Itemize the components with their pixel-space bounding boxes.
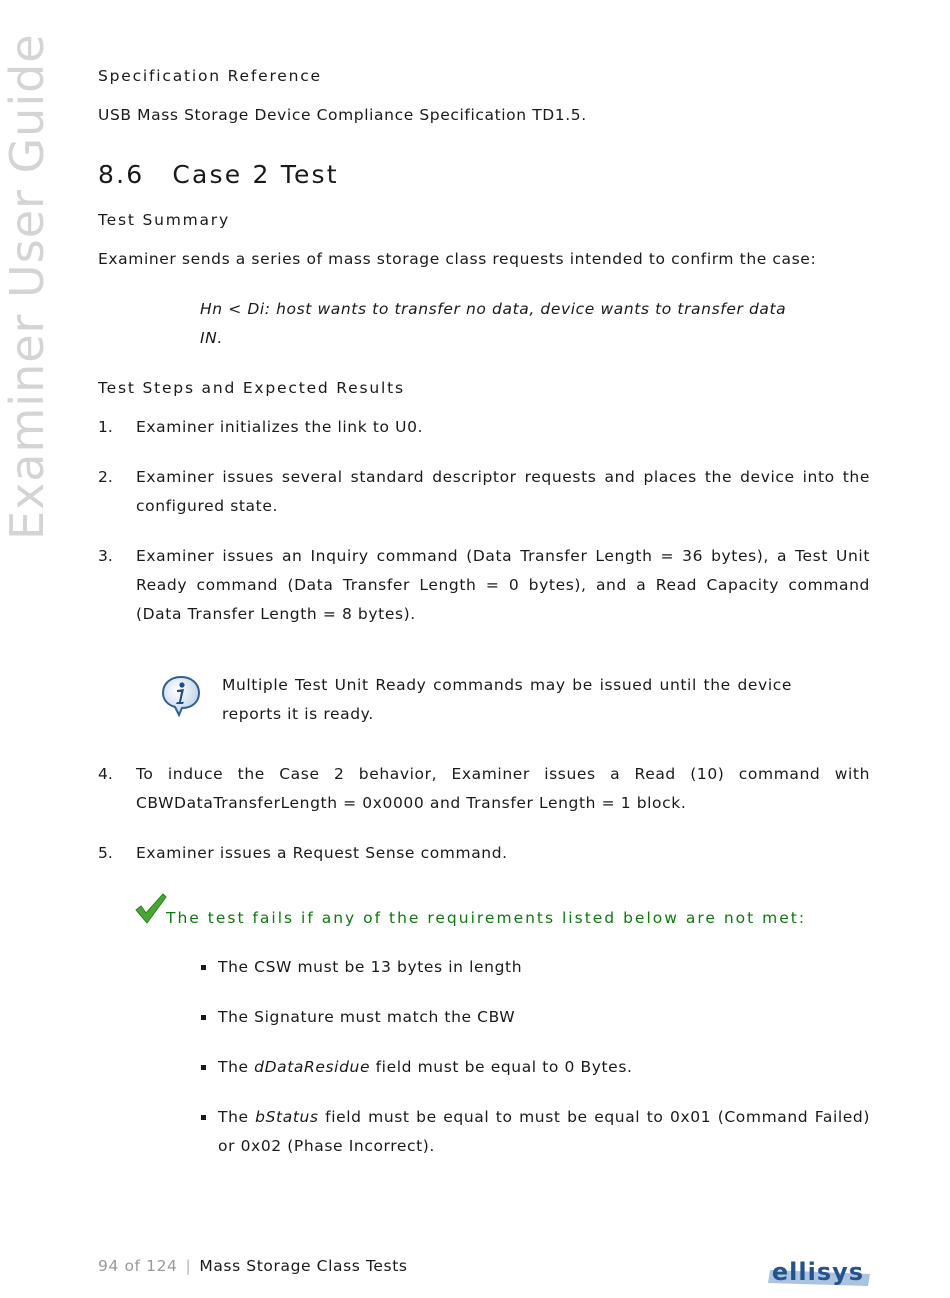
- step-number: 1.: [98, 418, 113, 436]
- criteria-item: The Signature must match the CBW: [218, 1008, 516, 1026]
- bullet: [201, 1115, 206, 1120]
- step-number: 5.: [98, 844, 113, 862]
- checkmark-icon: [134, 892, 168, 926]
- step-text: Examiner issues several standard descriptor requests and places the device into the configured state.: [136, 468, 870, 515]
- sidebar-title: Examiner User Guide: [0, 33, 54, 540]
- criteria-item: [218, 1103, 870, 1161]
- criteria-suffix: field must be equal to must be equal to 0x01 (Command Failed) or 0x02 (Phase Incorrect).: [218, 1108, 871, 1155]
- criteria-prefix: The: [218, 1058, 255, 1076]
- section-number: 8.6: [98, 160, 145, 189]
- step-number: 4.: [98, 765, 113, 783]
- criteria-prefix: The: [218, 1108, 256, 1126]
- ellisys-logo: [766, 1256, 874, 1290]
- spec-heading: Specification Reference: [98, 67, 322, 85]
- bullet: [201, 965, 206, 970]
- note-text: Multiple Test Unit Ready commands may be issued until the device reports it is ready.: [222, 676, 792, 723]
- criteria-item: The CSW must be 13 bytes in length: [218, 958, 523, 976]
- step-text: Examiner issues an Inquiry command (Data Transfer Length = 36 bytes), a Test Unit Ready command (Data Transfer Length = 0 bytes), and a Read Capacity command (Data Transfer Length = 8 bytes).: [136, 547, 870, 623]
- footer-separator: |: [185, 1257, 192, 1275]
- chapter-name: Mass Storage Class Tests: [199, 1257, 408, 1275]
- criteria-item: [218, 1053, 870, 1082]
- summary-text: Examiner sends a series of mass storage class requests intended to confirm the case:: [98, 250, 817, 268]
- case-line-2: IN.: [200, 329, 223, 347]
- spec-text: USB Mass Storage Device Compliance Specification TD1.5.: [98, 106, 587, 124]
- step-text: Examiner issues a Request Sense command.: [136, 844, 508, 862]
- steps-heading: Test Steps and Expected Results: [98, 379, 405, 397]
- case-line-1: Hn < Di: host wants to transfer no data, device wants to transfer data: [200, 300, 787, 318]
- footer: [98, 1256, 408, 1276]
- bullet: [201, 1065, 206, 1070]
- section-name: Case 2 Test: [172, 160, 339, 189]
- criteria-heading: The test fails if any of the requirements listed below are not met:: [166, 909, 807, 927]
- bullet: [201, 1015, 206, 1020]
- field-name: bStatus: [255, 1108, 319, 1126]
- logo-text: ellisys: [771, 1258, 865, 1286]
- step-number: 2.: [98, 468, 113, 486]
- step-number: 3.: [98, 547, 113, 565]
- summary-heading: Test Summary: [98, 211, 230, 229]
- field-name: dDataResidue: [254, 1058, 371, 1076]
- step-text: Examiner initializes the link to U0.: [136, 418, 424, 436]
- step-text: To induce the Case 2 behavior, Examiner issues a Read (10) command with CBWDataTransferLength = 0x0000 and Transfer Length = 1 block.: [136, 765, 870, 812]
- info-icon: [160, 674, 202, 718]
- section-title: [98, 160, 339, 190]
- criteria-suffix: field must be equal to 0 Bytes.: [370, 1058, 633, 1076]
- page-number: 94 of 124: [98, 1257, 178, 1275]
